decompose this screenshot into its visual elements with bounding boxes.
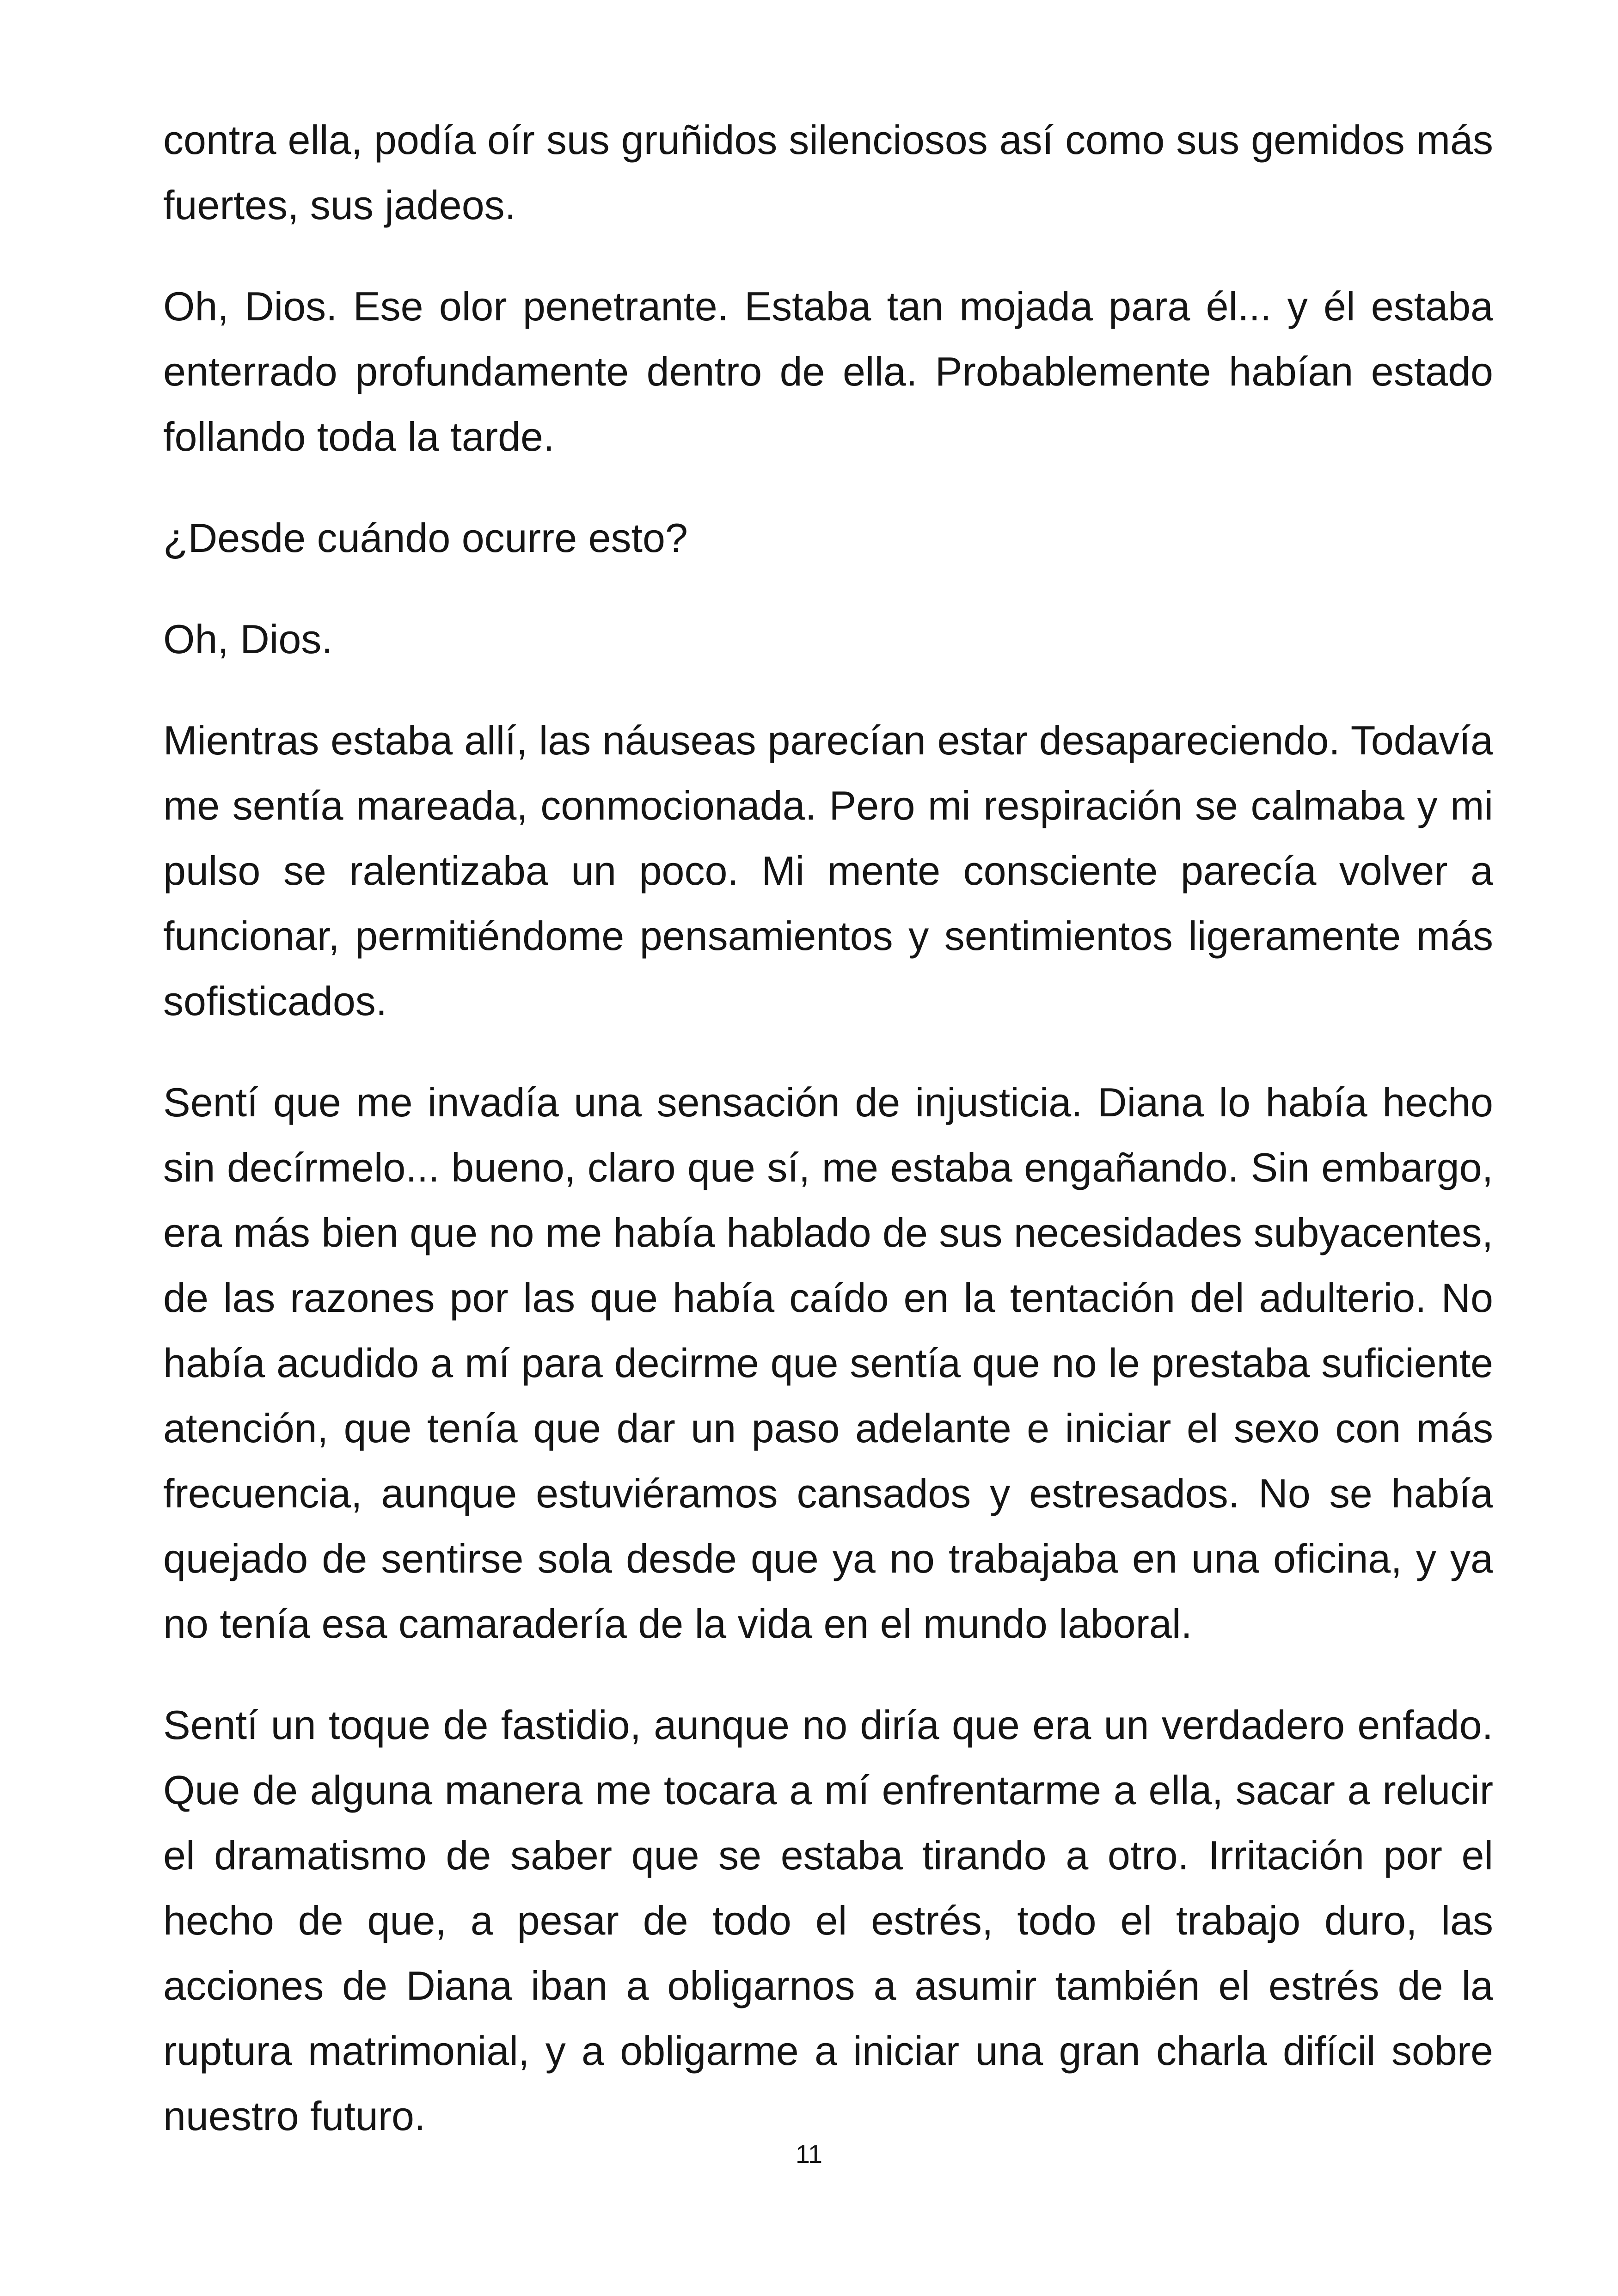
paragraph: contra ella, podía oír sus gruñidos silenciosos así como sus gemidos más fuertes, sus jadeos.	[163, 117, 1493, 228]
paragraph: Oh, Dios. Ese olor penetrante. Estaba tan mojada para él... y él estaba enterrado profundamente dentro de ella. Probablemente habían estado follando toda la tarde.	[163, 283, 1493, 459]
paragraph: Sentí un toque de fastidio, aunque no diría que era un verdadero enfado. Que de alguna manera me tocara a mí enfrentarme a ella, sacar a relucir el dramatismo de saber que se estaba tirando a otro. Irritación por el hecho de que, a pesar de todo el estrés, todo el trabajo duro, las acciones de Diana iban a obligarnos a asumir también el estrés de la ruptura matrimonial, y a obligarme a iniciar una gran charla difícil sobre nuestro futuro.	[163, 1702, 1493, 2139]
page-number: 11	[795, 2139, 823, 2168]
paragraph: ¿Desde cuándo ocurre esto?	[163, 515, 688, 561]
paragraph: Oh, Dios.	[163, 616, 333, 662]
paragraph: Sentí que me invadía una sensación de injusticia. Diana lo había hecho sin decírmelo... bueno, claro que sí, me estaba engañando. Sin embargo, era más bien que no me había hablado de sus necesidades subyacentes, de las razones por las que había caído en la tentación del adulterio. No había acudido a mí para decirme que sentía que no le prestaba suficiente atención, que tenía que dar un paso adelante e iniciar el sexo con más frecuencia, aunque estuviéramos cansados y estresados. No se había quejado de sentirse sola desde que ya no trabajaba en una oficina, y ya no tenía esa camaradería de la vida en el mundo laboral.	[163, 1079, 1493, 1647]
body-text	[163, 107, 1493, 2149]
paragraph: Mientras estaba allí, las náuseas parecían estar desapareciendo. Todavía me sentía mareada, conmocionada. Pero mi respiración se calmaba y mi pulso se ralentizaba un poco. Mi mente consciente parecía volver a funcionar, permitiéndome pensamientos y sentimientos ligeramente más sofisticados.	[163, 717, 1493, 1024]
